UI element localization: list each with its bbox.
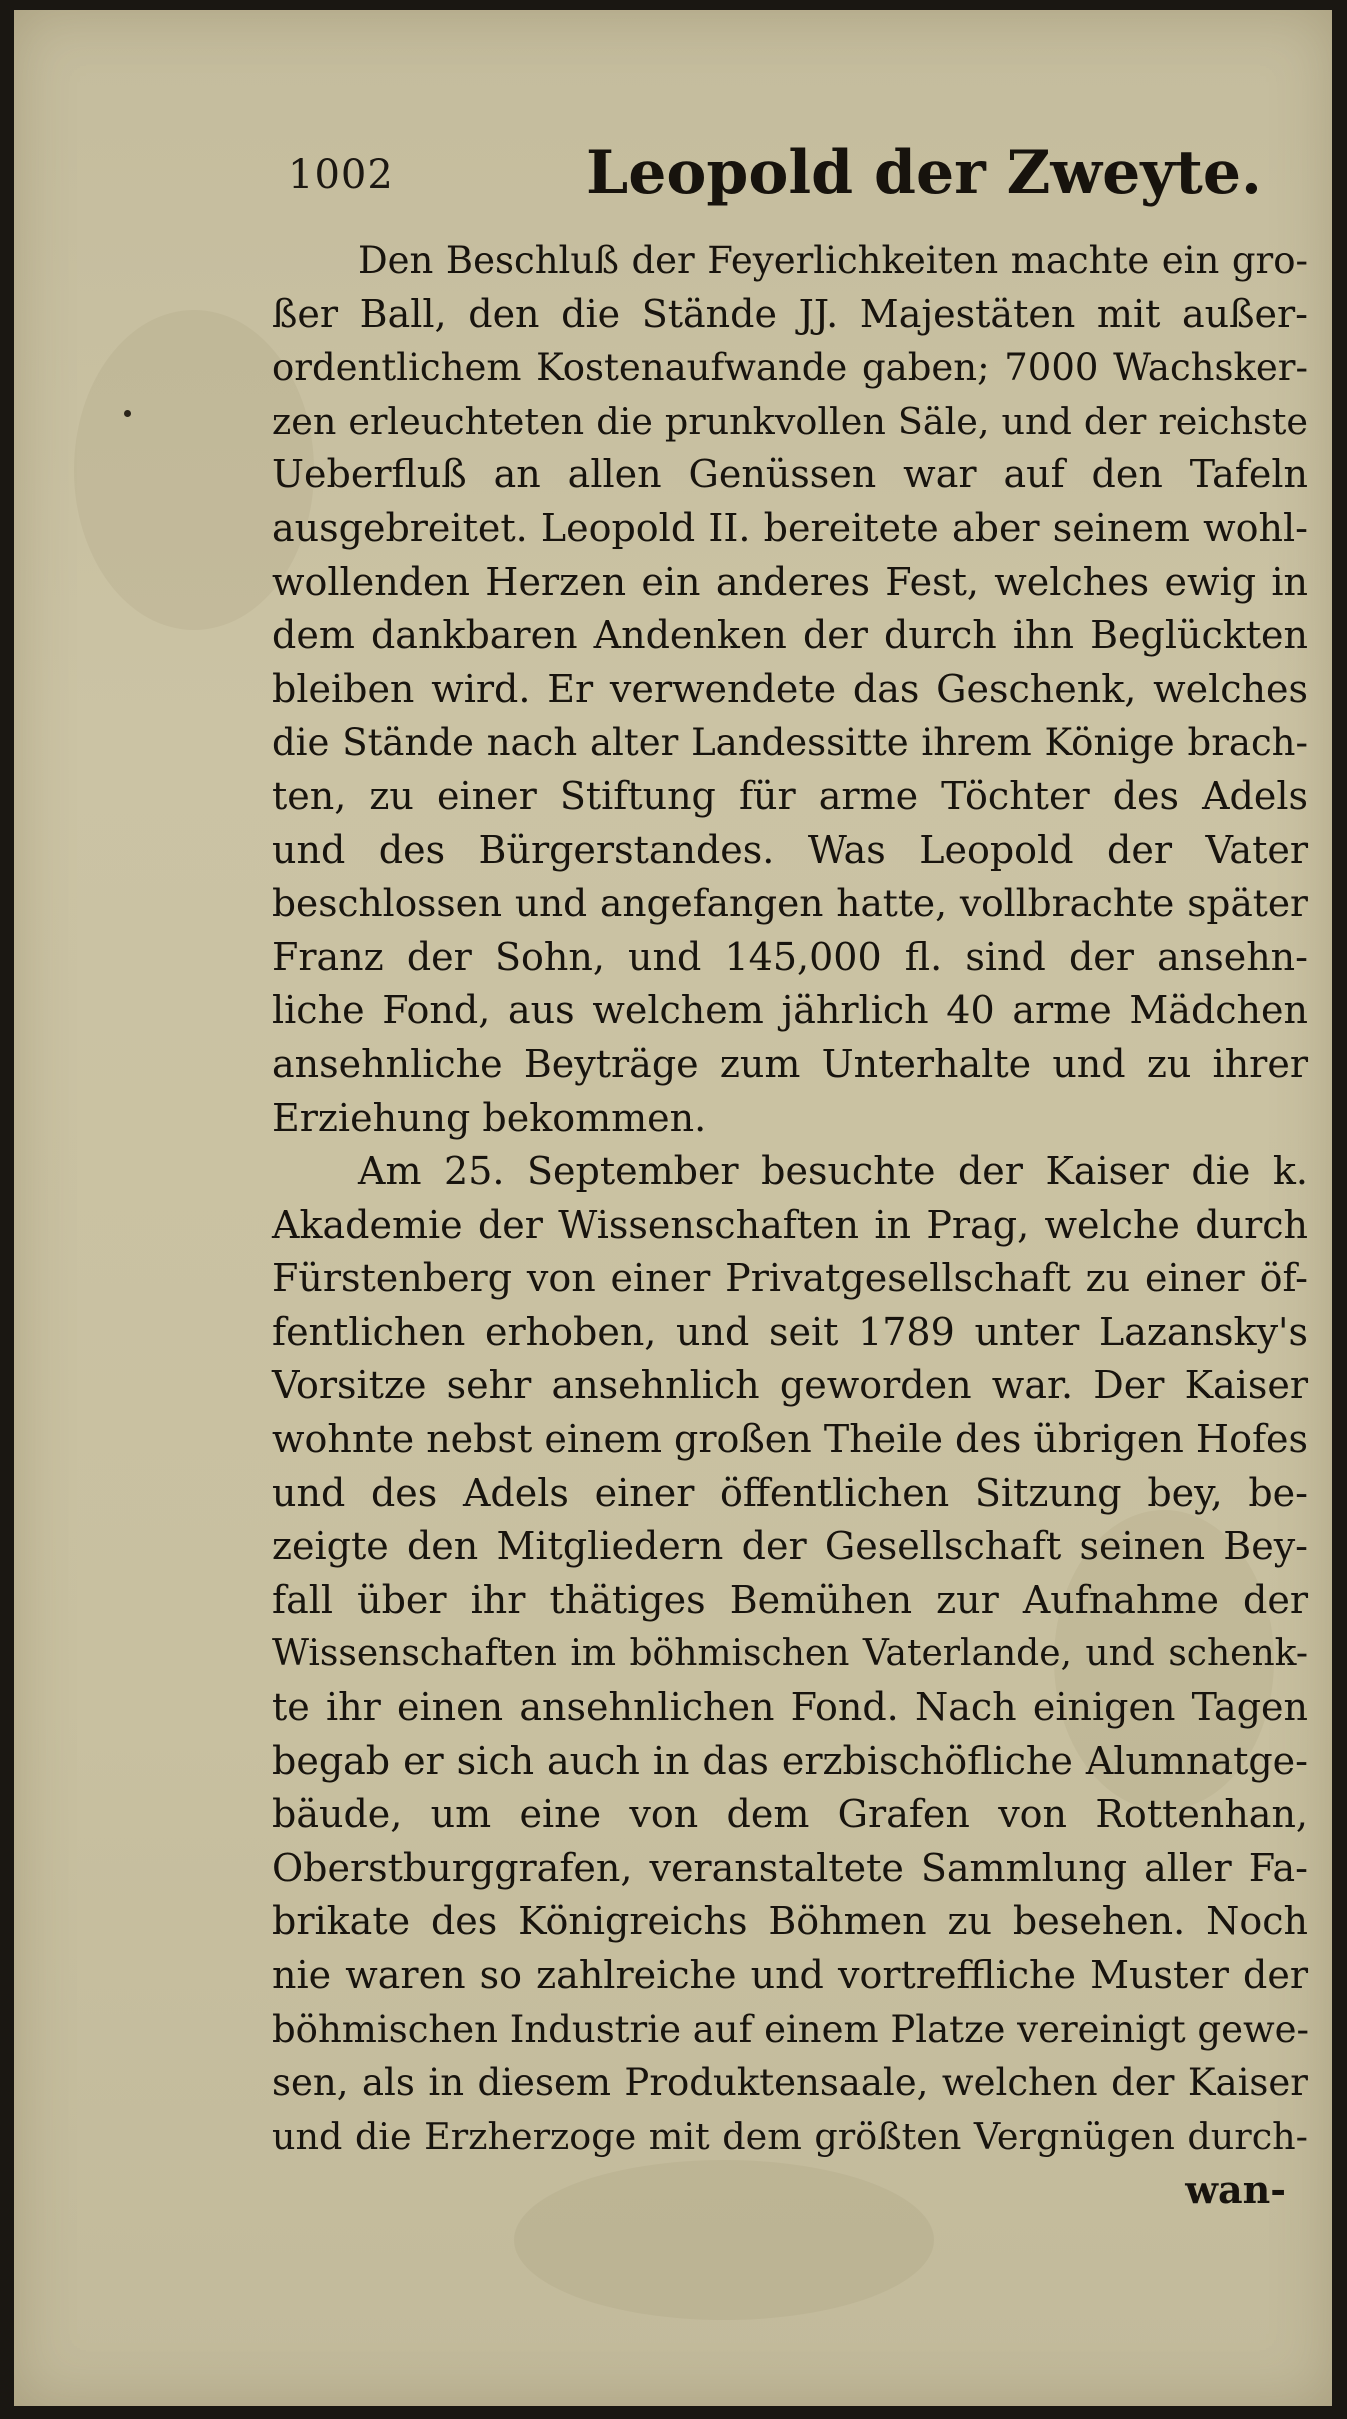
text-line: zeigte den Mitgliedern der Gesellschaft seinen Bey-	[272, 1524, 1308, 1569]
text-line: beschlossen und angefangen hatte, vollbrachte später	[272, 881, 1308, 926]
text-line: liche Fond, aus welchem jährlich 40 arme Mädchen	[272, 988, 1308, 1033]
text-line: ausgebreitet. Leopold II. bereitete aber seinem wohl-	[272, 505, 1308, 550]
text-line: begab er sich auch in das erzbischöfliche Alumnatge-	[272, 1738, 1308, 1783]
text-line: ßer Ball, den die Stände JJ. Majestäten mit außer-	[272, 291, 1308, 336]
text-line: dem dankbaren Andenken der durch ihn Beglückten	[272, 613, 1308, 658]
text-line: ten, zu einer Stiftung für arme Töchter des Adels	[272, 773, 1308, 818]
text-line: nie waren so zahlreiche und vortreffliche Muster der	[272, 1953, 1308, 1997]
text-line: Akademie der Wissenschaften in Prag, welche durch	[272, 1202, 1308, 1247]
text-line: böhmischen Industrie auf einem Platze vereinigt gewe-	[272, 2007, 1310, 2051]
book-page	[14, 10, 1332, 2406]
text-line: die Stände nach alter Landessitte ihrem Könige brach-	[272, 721, 1308, 765]
running-title: Leopold der Zweyte.	[586, 138, 1262, 208]
text-line: fall über ihr thätiges Bemühen zur Aufnahme der	[272, 1577, 1308, 1622]
text-line: Fürstenberg von einer Privatgesellschaft zu einer öf-	[272, 1256, 1308, 1301]
text-line: bäude, um eine von dem Grafen von Rottenhan,	[272, 1792, 1308, 1837]
text-line: wollenden Herzen ein anderes Fest, welches ewig in	[272, 559, 1308, 604]
page-number: 1002	[288, 152, 394, 198]
text-line: wohnte nebst einem großen Theile des übrigen Hofes	[272, 1417, 1308, 1462]
text-line: ordentlichem Kostenaufwande gaben; 7000 Wachsker-	[272, 346, 1308, 390]
text-line: sen, als in diesem Produktensaale, welchen der Kaiser	[272, 2061, 1308, 2105]
text-line: brikate des Königreichs Böhmen zu besehen. Noch	[272, 1899, 1308, 1944]
text-line: Ueberfluß an allen Genüssen war auf den Tafeln	[272, 452, 1308, 497]
body-text	[272, 234, 1308, 2217]
text-line: Vorsitze sehr ansehnlich geworden war. Der Kaiser	[272, 1363, 1308, 1408]
text-line: te ihr einen ansehnlichen Fond. Nach einigen Tagen	[272, 1685, 1308, 1730]
margin-ink-spot	[124, 410, 131, 417]
text-line: Am 25. September besuchte der Kaiser die k.	[358, 1149, 1308, 1194]
text-line: Oberstburggrafen, veranstaltete Sammlung aller Fa-	[272, 1845, 1308, 1890]
text-line: und die Erzherzoge mit dem größten Vergnügen durch-	[272, 2114, 1308, 2158]
text-line: zen erleuchteten die prunkvollen Säle, und der reichste	[272, 399, 1308, 443]
catchword: wan-	[1185, 2167, 1286, 2213]
text-line: bleiben wird. Er verwendete das Geschenk, welches	[272, 666, 1308, 711]
text-line: ansehnliche Beyträge zum Unterhalte und zu ihrer	[272, 1041, 1308, 1086]
text-line: Erziehung bekommen.	[272, 1095, 707, 1140]
text-line: fentlichen erhoben, und seit 1789 unter Lazansky's	[272, 1309, 1308, 1354]
text-line: Wissenschaften im böhmischen Vaterlande, und schenk-	[272, 1633, 1308, 1675]
text-line: Franz der Sohn, und 145,000 fl. sind der ansehn-	[272, 934, 1308, 979]
text-line: und des Bürgerstandes. Was Leopold der Vater	[272, 827, 1308, 872]
text-line: und des Adels einer öffentlichen Sitzung bey, be-	[272, 1470, 1308, 1515]
text-line: Den Beschluß der Feyerlichkeiten machte ein gro-	[358, 239, 1308, 282]
page-header	[288, 138, 1262, 218]
